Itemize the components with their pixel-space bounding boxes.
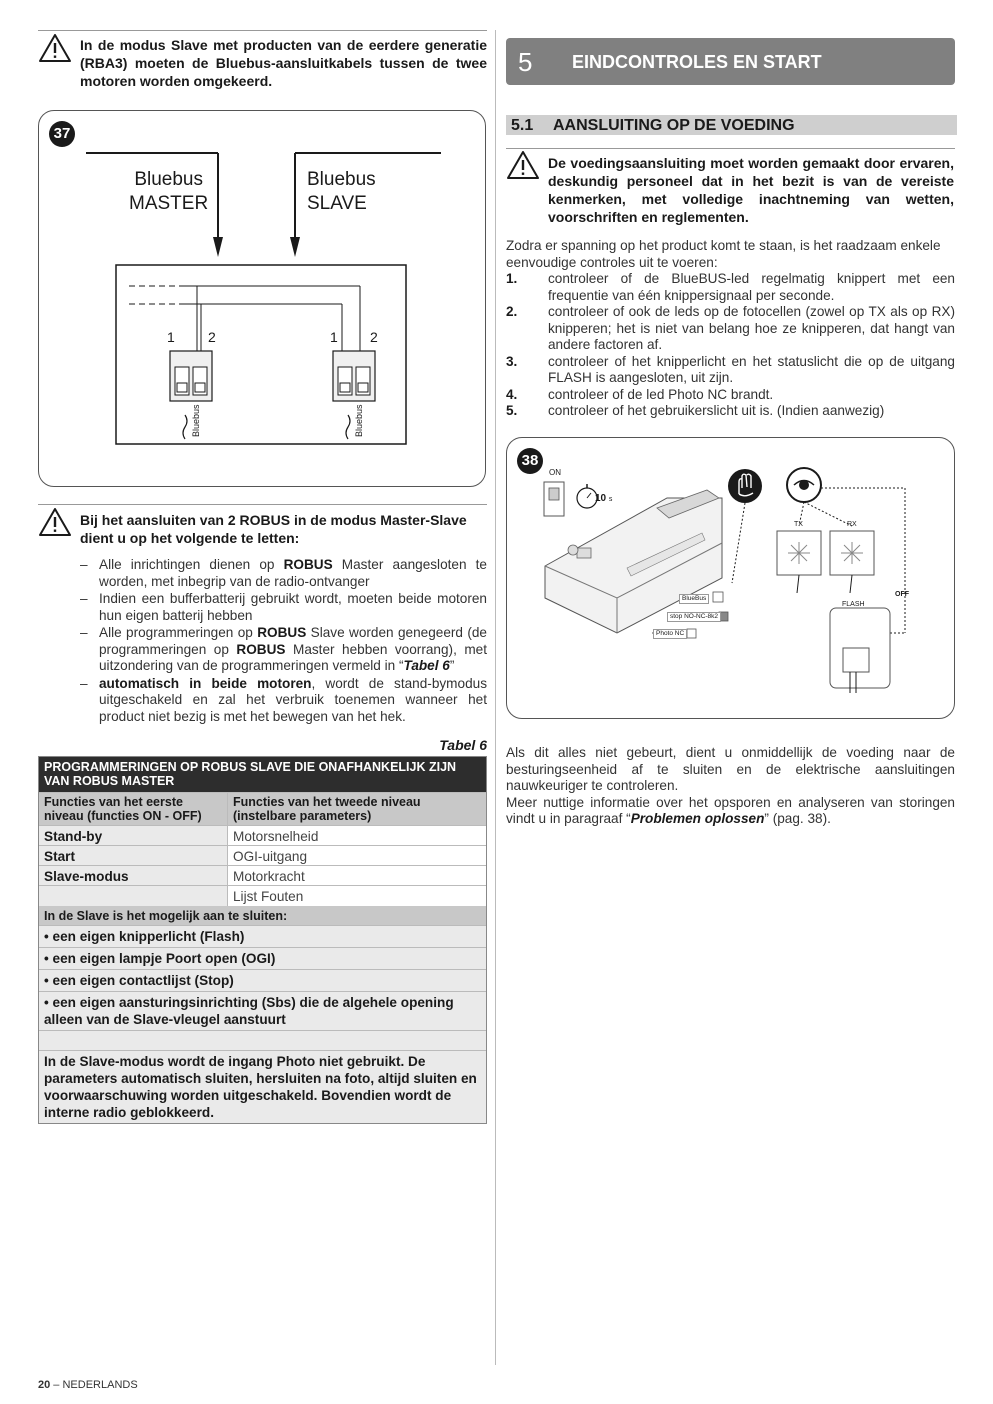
subsection-number: 5.1	[511, 117, 534, 134]
intro-paragraph: Zodra er spanning op het product komt te staan, is het raadzaam enkele eenvoudige controles uit te voeren:	[506, 238, 941, 270]
figure-number-badge: 38	[517, 448, 543, 474]
table-note-row: In de Slave-modus wordt de ingang Photo niet gebruikt. De parameters automatisch sluiten, hersluiten na foto, altijd sluiten en voorwaarschuwing worden uitgeschakeld. Bovendien wordt de interne radio geblokkeerd.	[39, 1051, 486, 1123]
bullet-text: Master hebben voorrang), met uitzondering van de programmeringen vermeld in “	[99, 641, 487, 673]
check-number: 2.	[506, 304, 518, 319]
table-cell-level1	[39, 886, 228, 906]
bullet-dash: –	[80, 625, 88, 640]
table-6	[38, 756, 487, 1124]
top-rule-left	[38, 30, 487, 31]
section-number: 5	[518, 47, 533, 77]
section-title: EINDCONTROLES EN START	[572, 52, 822, 72]
table-cell-level1: Stand-by	[39, 826, 228, 845]
table-note-row: • een eigen aansturingsinrichting (Sbs) die de algehele opening alleen van de Slave-vleugel aanstuurt	[39, 992, 486, 1031]
stop-led-label: stop NO-NC-8k2	[667, 612, 721, 622]
check-text: controleer of ook de leds op de fotocellen (zowel op TX als op RX) knipperen; het is niet van belang hoe ze knipperen, dat hangt van andere factoren af.	[548, 304, 955, 352]
terminal-label-master: Bluebus	[191, 404, 201, 437]
check-number: 3.	[506, 353, 518, 369]
bullet-text: Tabel 6	[403, 658, 450, 673]
check-number: 4.	[506, 386, 518, 402]
tx-label: TX	[794, 521, 803, 528]
subsection-header	[506, 115, 957, 135]
bullet-text: Indien een bufferbatterij gebruikt wordt, moeten beide motoren hun eigen batterij hebben	[99, 591, 487, 623]
bullet-text: ”	[449, 658, 455, 673]
table-row	[39, 886, 486, 906]
timer-value: 10	[595, 493, 607, 504]
control-unit-illustration	[507, 438, 956, 720]
check-number: 1.	[506, 271, 518, 286]
table-caption: Tabel 6	[439, 737, 487, 753]
bullet-item	[80, 676, 487, 726]
bullet-dash: –	[80, 557, 88, 572]
table-cell-level2: Lijst Fouten	[233, 889, 304, 904]
flash-label: FLASH	[842, 601, 865, 608]
figure-38	[506, 437, 955, 719]
table-note-row: • een eigen knipperlicht (Flash)	[39, 926, 486, 948]
check-list	[506, 271, 955, 420]
page-footer	[38, 1378, 138, 1392]
table-row	[39, 846, 486, 866]
table-cell-level1: Slave-modus	[39, 866, 228, 885]
terminal-number: 2	[208, 329, 216, 345]
check-text: controleer of het knipperlicht en het statuslicht die op de uitgang FLASH is aangesloten, uit zijn.	[548, 353, 955, 385]
table-cell-level1: Start	[39, 846, 228, 865]
table-cell-level2: OGI-uitgang	[233, 849, 308, 864]
table-row	[39, 866, 486, 886]
slave-label	[307, 168, 376, 216]
bullet-text: Master aangesloten te worden, met inbegrip van de radio-ontvanger	[99, 557, 487, 589]
check-item	[506, 304, 955, 354]
bullet-text: ROBUS	[257, 625, 307, 640]
table-header-row	[39, 793, 486, 826]
terminal-number: 1	[330, 329, 338, 345]
column-header-level2: Functies van het tweede niveau (instelbare parameters)	[233, 795, 421, 823]
master-label-line1: Bluebus	[134, 169, 203, 190]
warning-icon	[506, 150, 540, 180]
rx-label: RX	[847, 521, 857, 528]
check-item	[506, 387, 955, 404]
check-text: controleer of de BlueBUS-led regelmatig knippert met een frequentie van één knippersignaal per seconde.	[548, 271, 955, 303]
bullet-text: automatisch in beide motoren	[99, 675, 312, 691]
check-text: controleer of het gebruikerslicht uit is. (Indien aanwezig)	[548, 403, 885, 418]
bullet-text: ROBUS	[283, 557, 333, 572]
bullet-dash: –	[80, 591, 88, 606]
table-cell-level2: Motorsnelheid	[233, 829, 319, 844]
bluebus-wiring-diagram	[39, 111, 487, 488]
bullet-dash: –	[80, 675, 88, 691]
bullet-text: ROBUS	[236, 641, 286, 657]
rule-warning3	[506, 148, 955, 149]
bluebus-led-label: BlueBus	[679, 594, 709, 604]
warning-text-rba3: In de modus Slave met producten van de eerdere generatie (RBA3) moeten de Bluebus-aansluitkabels tussen de twee motoren worden omgekeerd.	[80, 37, 487, 89]
check-number: 5.	[506, 403, 518, 418]
troubleshooting-reference: Problemen oplossen	[630, 811, 765, 826]
master-slave-bullet-list	[80, 557, 487, 726]
check-item	[506, 403, 955, 420]
subsection-title: AANSLUITING OP DE VOEDING	[553, 117, 795, 134]
outro-text-c: ” (pag. 38).	[764, 811, 831, 826]
outro-text-a: Meer nuttige informatie over het opsporen en analyseren van storingen vindt u in paragraaf “	[506, 794, 955, 826]
terminal-label-slave: Bluebus	[354, 404, 364, 437]
warning-text-master-slave: Bij het aansluiten van 2 ROBUS in de modus Master-Slave dient u op het volgende te letten:	[80, 512, 467, 546]
table-row	[39, 826, 486, 846]
figure-number-badge: 37	[49, 121, 75, 147]
bullet-item	[80, 591, 487, 624]
bullet-item	[80, 625, 487, 675]
check-item	[506, 354, 955, 387]
master-label	[129, 168, 209, 216]
warning-icon	[38, 33, 72, 63]
timer-label	[595, 492, 612, 505]
bullet-text: Alle inrichtingen dienen op	[99, 557, 284, 572]
check-item	[506, 271, 955, 304]
photo-led-label: Photo NC	[653, 629, 687, 639]
section-header	[506, 38, 955, 85]
timer-unit: s	[608, 496, 613, 503]
terminal-number: 1	[167, 329, 175, 345]
table-note-row	[39, 1031, 486, 1051]
figure-37	[38, 110, 486, 487]
slave-label-line2: SLAVE	[307, 193, 367, 214]
bullet-text: , wordt de stand-bymodus uitgeschakeld en zal het verbruik toenemen wanneer het product niet bezig is met het bewegen van het hek.	[99, 675, 487, 724]
column-header-level1: Functies van het eerste niveau (functies ON - OFF)	[39, 793, 228, 825]
bullet-text: Alle programmeringen op	[99, 625, 258, 640]
terminal-number: 2	[370, 329, 378, 345]
off-label: OFF	[895, 591, 909, 598]
outro-paragraph	[506, 745, 955, 828]
column-divider	[495, 30, 496, 1365]
master-label-line2: MASTER	[129, 193, 209, 214]
table-note-row: • een eigen contactlijst (Stop)	[39, 970, 486, 992]
page-number: 20	[38, 1379, 51, 1391]
on-label: ON	[549, 468, 561, 477]
table-cell-level2: Motorkracht	[233, 869, 305, 884]
bullet-text: Slave worden genegeerd (de programmeringen op	[99, 625, 487, 657]
footer-language: – NEDERLANDS	[50, 1379, 138, 1391]
table-note-row: • een eigen lampje Poort open (OGI)	[39, 948, 486, 970]
warning-icon	[38, 507, 72, 537]
warning-text-power: De voedingsaansluiting moet worden gemaakt door ervaren, deskundig personeel dat in het bezit is van de vereiste kenmerken, met volledige inachtneming van wetten, voorschriften en reglementen.	[548, 155, 954, 225]
table-title: PROGRAMMERINGEN OP ROBUS SLAVE DIE ONAFHANKELIJK ZIJN VAN ROBUS MASTER	[39, 757, 486, 793]
slave-label-line1: Bluebus	[307, 169, 376, 190]
bullet-item	[80, 557, 487, 590]
outro-line2	[506, 795, 955, 828]
outro-line1: Als dit alles niet gebeurt, dient u onmiddellijk de voeding naar de besturingseenheid af te sluiten en de elektrische aansluitingen nauwkeuriger te controleren.	[506, 745, 955, 793]
rule-warning2	[38, 504, 487, 505]
check-text: controleer of de led Photo NC brandt.	[548, 386, 774, 402]
table-note-header: In de Slave is het mogelijk aan te sluiten:	[39, 906, 486, 926]
